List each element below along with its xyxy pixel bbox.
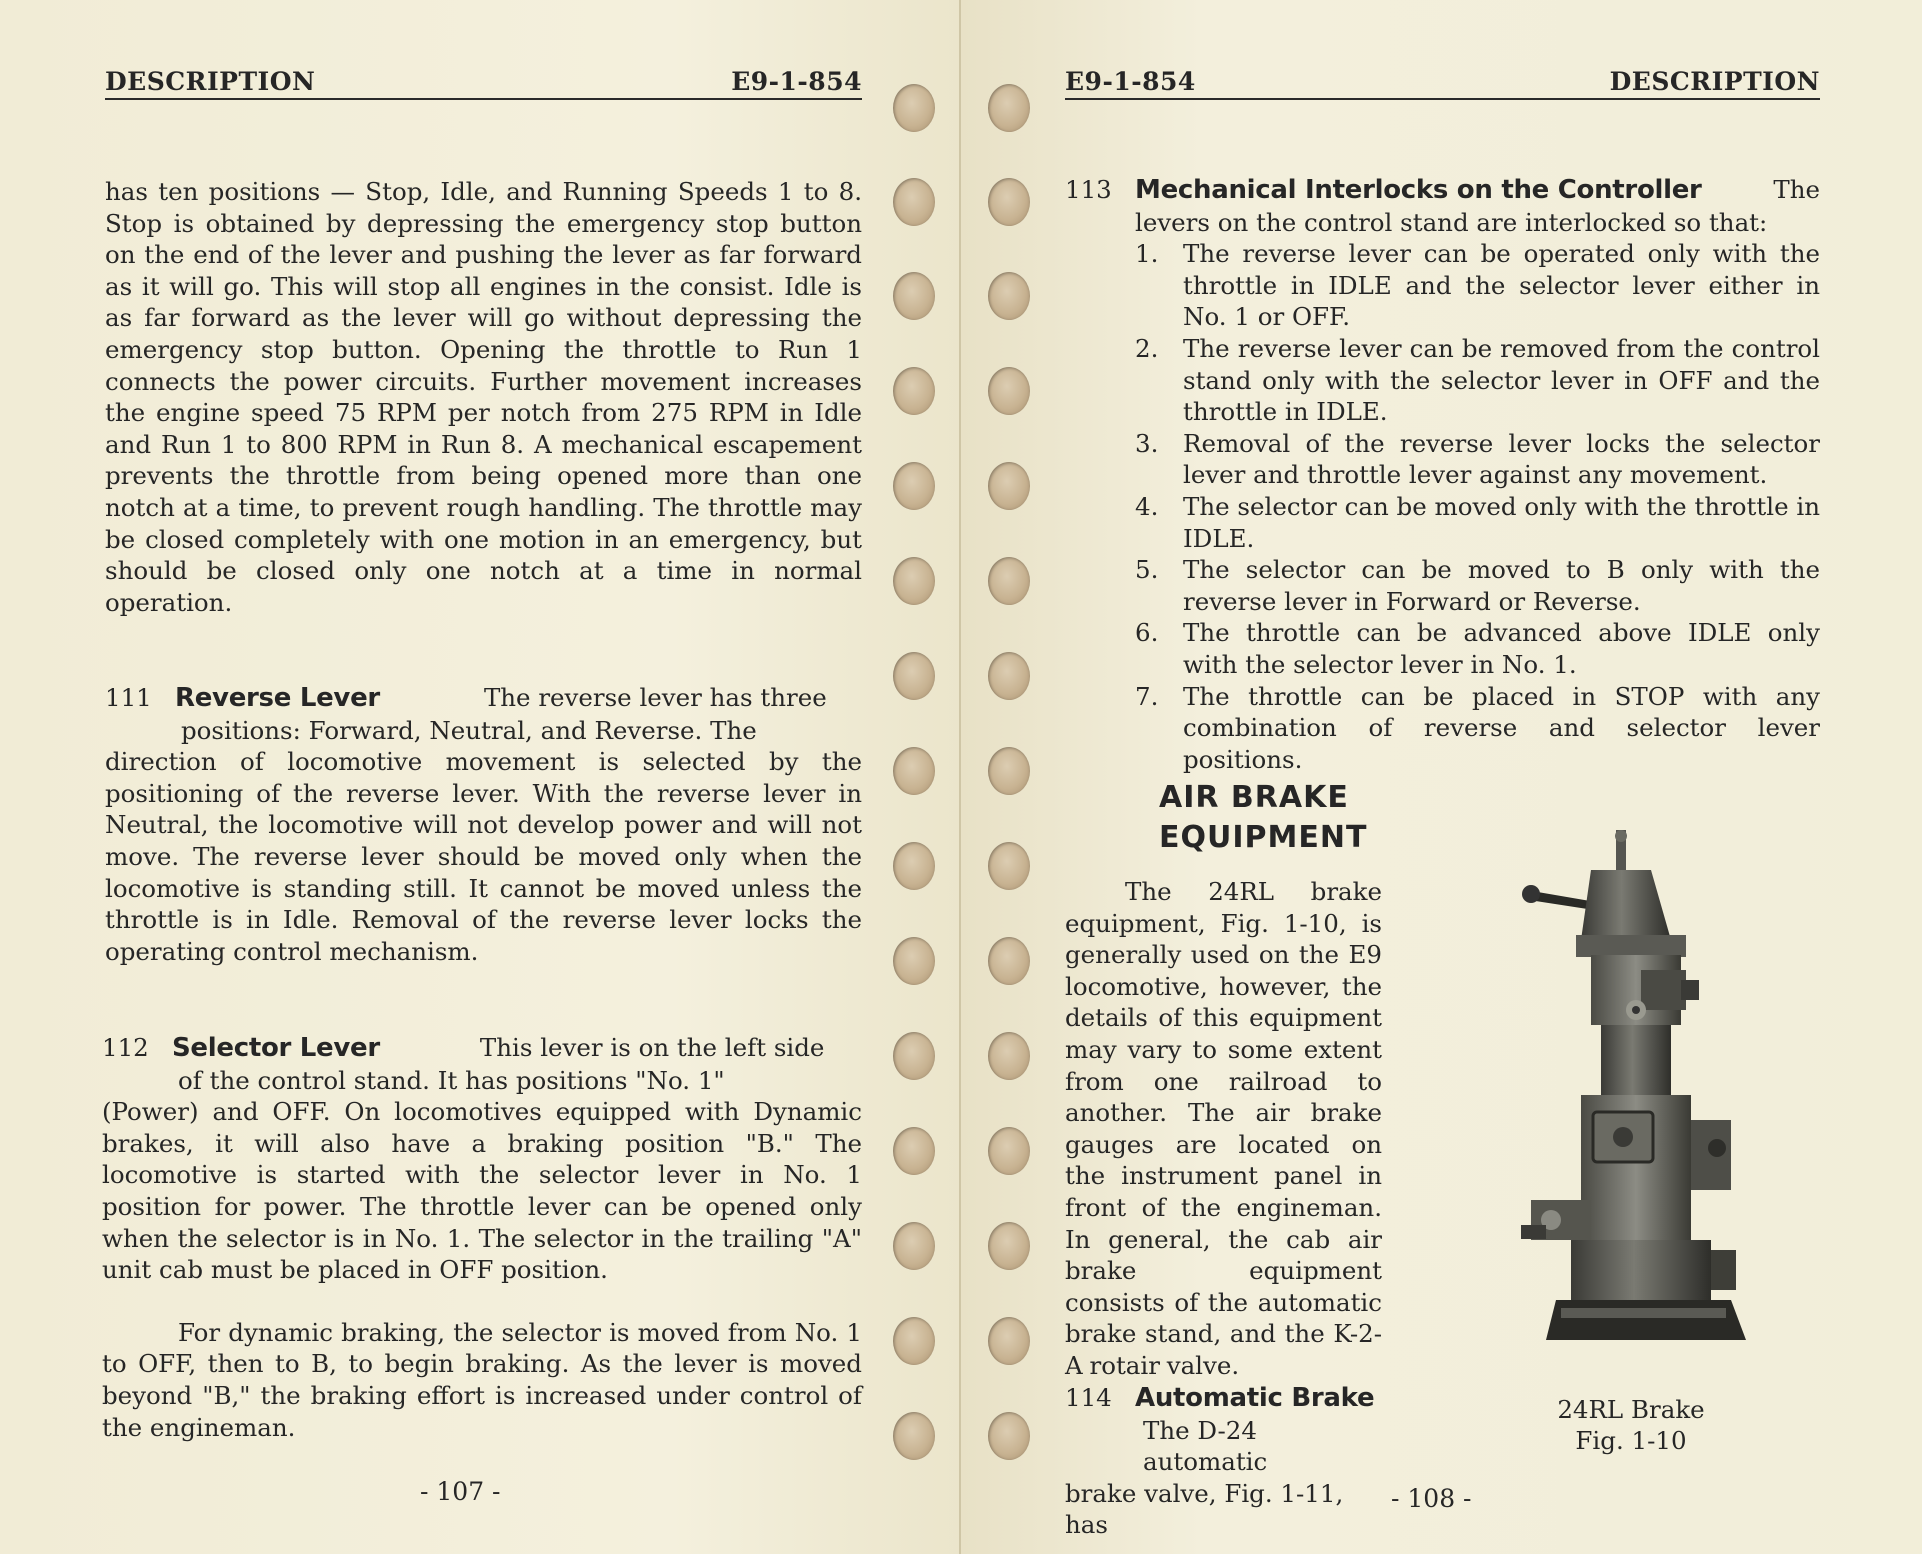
interlock-item-text: The selector can be moved only with the throttle in IDLE. — [1183, 491, 1820, 553]
binding-hole — [893, 557, 935, 605]
right-page-header — [1065, 64, 1820, 100]
right-page — [961, 0, 1922, 1554]
binding-hole — [893, 1412, 935, 1460]
section-114-second-line: brake valve, Fig. 1-11, has — [1065, 1478, 1344, 1540]
section-112-first-line: This lever is on the left side — [479, 1033, 825, 1062]
section-112-title: Selector Lever — [172, 1033, 380, 1063]
intro-text: has ten positions — Stop, Idle, and Running Speeds 1 to 8. Stop is obtained by depressing the emergency stop button on the end of the lever and pushing the lever as far forward as it will go. This will stop all engines in the consist. Idle is as far forward as the lever will go without depressing the emergency stop button. Opening the throttle to Run 1 connects the power circuits. Further movement increases the engine speed 75 RPM per notch from 275 RPM in Idle and Run 1 to 800 RPM in Run 8. A mechanical escapement prevents the throttle from being opened more than one notch at a time, to prevent rough handling. The throttle may be closed completely with one motion in an emergency, but should be closed only one notch at a time in normal operation. — [105, 177, 862, 617]
binding-hole — [988, 462, 1030, 510]
binding-hole — [988, 652, 1030, 700]
section-113-title: Mechanical Interlocks on the Controller — [1135, 175, 1702, 205]
binding-hole — [893, 1222, 935, 1270]
right-header-code: E9-1-854 — [1065, 67, 1196, 96]
interlock-item-number: 4. — [1135, 491, 1159, 521]
interlock-item-text: Removal of the reverse lever locks the selector lever and throttle lever against any movement. — [1183, 428, 1820, 490]
binding-hole — [988, 557, 1030, 605]
interlock-item — [1135, 333, 1820, 428]
section-114-number: 114 — [1065, 1383, 1112, 1412]
binding-hole — [988, 367, 1030, 415]
interlock-item-text: The selector can be moved to B only with the reverse lever in Forward or Reverse. — [1183, 555, 1820, 616]
interlock-item-number: 6. — [1135, 618, 1159, 648]
left-header-title: DESCRIPTION — [105, 67, 316, 96]
interlock-item — [1135, 238, 1820, 333]
air-brake-text: The 24RL brake equipment, Fig. 1-10, is generally used on the E9 locomotive, however, the details of this equipment may vary to some extent from one railroad to another. The air brake gauges are located on the instrument panel in front of the engineman. In general, the cab air brake equipment consists of the automatic brake stand, and the K-2-A rotair valve. — [1065, 877, 1382, 1380]
interlock-item — [1135, 681, 1820, 776]
interlock-item — [1135, 617, 1820, 680]
air-brake-heading — [1159, 778, 1367, 858]
air-brake-paragraph — [1065, 876, 1382, 1382]
section-114-title: Automatic Brake — [1135, 1383, 1375, 1413]
binding-hole — [893, 1317, 935, 1365]
binding-hole — [988, 1317, 1030, 1365]
page-number-108: - 108 - — [1391, 1484, 1472, 1513]
brake-stand-illustration — [1521, 830, 1751, 1350]
left-header-code: E9-1-854 — [731, 67, 862, 96]
air-brake-heading-line2: EQUIPMENT — [1159, 820, 1368, 855]
section-112 — [102, 1032, 862, 1443]
left-binding-holes — [893, 0, 943, 1554]
section-111-body: direction of locomotive movement is selected by the positioning of the reverse lever. With the reverse lever in Neutral, the locomotive will not develop power and will not move. The reverse lever should be moved only when the locomotive is standing still. It cannot be moved unless the throttle is in Idle. Removal of the reverse lever locks the operating control mechanism. — [105, 747, 862, 966]
binding-hole — [893, 652, 935, 700]
section-111 — [105, 682, 862, 967]
binding-hole — [893, 842, 935, 890]
interlock-item-number: 5. — [1135, 555, 1159, 585]
interlock-item-text: The reverse lever can be removed from the control stand only with the selector lever in OFF and the throttle in IDLE. — [1183, 333, 1820, 427]
figure-caption — [1521, 1394, 1741, 1456]
section-111-first-line: The reverse lever has three — [483, 683, 827, 712]
interlock-list — [1065, 238, 1820, 775]
interlock-item-number: 2. — [1135, 333, 1159, 363]
binding-hole — [893, 178, 935, 226]
interlock-item-number: 3. — [1135, 428, 1159, 458]
section-114 — [1065, 1382, 1382, 1541]
binding-hole — [988, 1127, 1030, 1175]
binding-hole — [893, 1127, 935, 1175]
interlock-item — [1135, 428, 1820, 491]
interlock-item-text: The throttle can be advanced above IDLE only with the selector lever in No. 1. — [1183, 618, 1820, 679]
binding-hole — [988, 84, 1030, 132]
interlock-item-number: 1. — [1135, 239, 1159, 269]
binding-hole — [893, 84, 935, 132]
binding-hole — [988, 1222, 1030, 1270]
section-113-intro: levers on the control stand are interlocked so that: — [1135, 207, 1768, 237]
binding-hole — [893, 272, 935, 320]
binding-hole — [893, 462, 935, 510]
binding-hole — [893, 747, 935, 795]
interlock-item-number: 7. — [1135, 681, 1159, 711]
section-113-number: 113 — [1065, 175, 1112, 204]
binding-hole — [988, 1412, 1030, 1460]
interlock-item-text: The throttle can be placed in STOP with any combination of reverse and selector lever positions. — [1183, 681, 1820, 774]
section-111-number: 111 — [105, 683, 152, 712]
air-brake-heading-line1: AIR BRAKE — [1159, 780, 1349, 815]
binding-hole — [893, 367, 935, 415]
dynamic-braking-paragraph: For dynamic braking, the selector is moved from No. 1 to OFF, then to B, to begin braking. As the lever is moved beyond "B," the braking effort is increased under control of the engineman. — [102, 1317, 862, 1442]
left-intro-paragraph — [105, 176, 862, 618]
section-112-number: 112 — [102, 1033, 149, 1062]
section-113 — [1065, 174, 1820, 775]
binding-hole — [988, 1032, 1030, 1080]
binding-hole — [893, 937, 935, 985]
binding-hole — [988, 178, 1030, 226]
section-113-title-tail: The — [1773, 175, 1820, 204]
section-114-first-line: The D-24 automatic — [1143, 1415, 1268, 1477]
section-112-body: (Power) and OFF. On locomotives equipped with Dynamic brakes, it will also have a braking position "B." The locomotive is started with the selector lever in No. 1 position for power. The throttle lever can be opened only when the selector is in No. 1. The selector in the trailing "A" unit cab must be placed in OFF position. — [102, 1097, 862, 1285]
section-111-second-line: positions: Forward, Neutral, and Reverse. The — [181, 715, 757, 745]
binding-hole — [988, 842, 1030, 890]
binding-hole — [988, 937, 1030, 985]
section-112-second-line: of the control stand. It has positions "No. 1" — [178, 1065, 725, 1095]
page-number-107: - 107 - — [420, 1477, 501, 1506]
section-111-title: Reverse Lever — [175, 683, 380, 713]
binding-hole — [988, 747, 1030, 795]
right-header-title: DESCRIPTION — [1609, 67, 1820, 96]
interlock-item — [1135, 491, 1820, 554]
interlock-item — [1135, 554, 1820, 617]
left-page-header — [105, 64, 862, 100]
binding-hole — [893, 1032, 935, 1080]
binding-hole — [988, 272, 1030, 320]
figure-caption-title: 24RL Brake — [1557, 1395, 1705, 1424]
interlock-item-text: The reverse lever can be operated only with the throttle in IDLE and the selector lever either in No. 1 or OFF. — [1183, 239, 1820, 332]
right-binding-holes — [988, 0, 1038, 1554]
figure-caption-number: Fig. 1-10 — [1575, 1426, 1687, 1455]
